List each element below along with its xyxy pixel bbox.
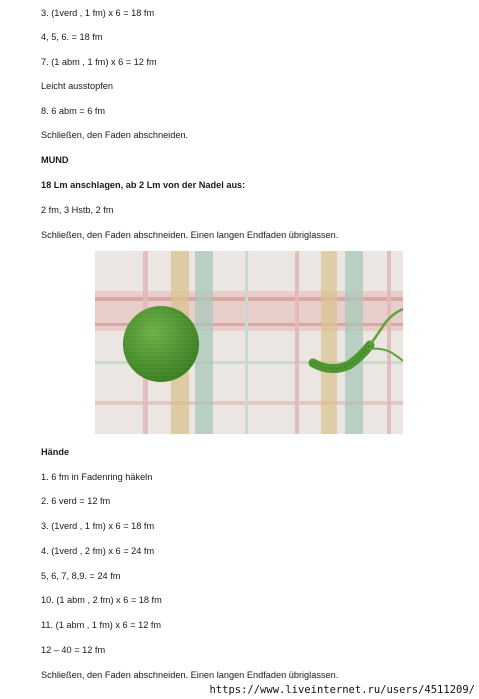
instruction-line: 7. (1 abm , 1 fm) x 6 = 12 fm <box>41 57 157 67</box>
instruction-line: 4, 5, 6. = 18 fm <box>41 32 103 42</box>
instruction-line: 3. (1verd , 1 fm) x 6 = 18 fm <box>41 521 155 531</box>
instruction-line: 4. (1verd , 2 fm) x 6 = 24 fm <box>41 546 155 556</box>
section-heading-mund: MUND <box>41 155 69 165</box>
instruction-line: 8. 6 abm = 6 fm <box>41 106 106 116</box>
source-url[interactable]: https://www.liveinternet.ru/users/4511209/ <box>209 684 475 696</box>
instruction-line: Leicht ausstopfen <box>41 81 114 91</box>
instruction-line: 2. 6 verd = 12 fm <box>41 496 111 506</box>
instruction-line: 10. (1 abm , 2 fm) x 6 = 18 fm <box>41 595 162 605</box>
instruction-line: 12 – 40 = 12 fm <box>41 645 106 655</box>
section-subheading-mund: 18 Lm anschlagen, ab 2 Lm von der Nadel aus: <box>41 180 246 190</box>
instruction-line: Schließen, den Faden abschneiden. Einen langen Endfaden übriglassen. <box>41 670 339 680</box>
instruction-line: 2 fm, 3 Hstb, 2 fm <box>41 205 114 215</box>
instruction-line: 11. (1 abm , 1 fm) x 6 = 12 fm <box>41 620 162 630</box>
instruction-line: Schließen, den Faden abschneiden. Einen langen Endfaden übriglassen. <box>41 230 339 240</box>
instruction-line: Schließen, den Faden abschneiden. <box>41 130 189 140</box>
crochet-photo <box>95 251 403 434</box>
section-heading-haende: Hände <box>41 447 70 457</box>
instruction-line: 1. 6 fm in Fadenring häkeln <box>41 472 153 482</box>
instruction-line: 3. (1verd , 1 fm) x 6 = 18 fm <box>41 8 155 18</box>
instruction-line: 5, 6, 7, 8,9. = 24 fm <box>41 571 121 581</box>
